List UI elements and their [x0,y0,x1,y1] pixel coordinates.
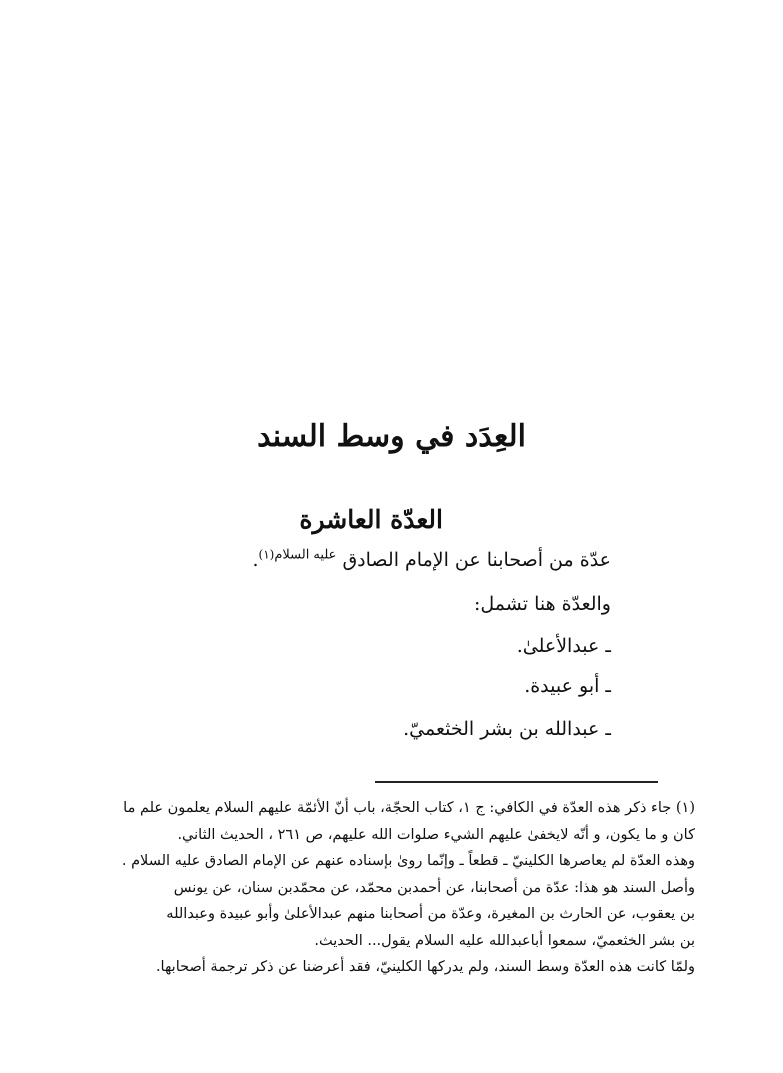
footnote-line-6: بن بشر الخثعميّ، سمعوا أباعبدالله عليه السلام يقول... الحديث. [314,932,695,949]
body-line-1-end: . [252,549,259,571]
list-item-abdullah-bin-bishr: ـ عبدالله بن بشر الخثعميّ. [403,718,611,740]
body-line-1 [252,544,611,576]
footnote-reference[interactable]: (١) [258,547,275,562]
footnote-line-1: (١) جاء ذكر هذه العدّة في الكافي: ج ١، كتاب الحجّة، باب أنّ الأئمّة عليهم السلام يعلمون علم ما [123,800,695,816]
chapter-title: العِدَد في وسط السند [257,419,526,454]
footnote-line-3: وهذه العدّة لم يعاصرها الكلينيّ ـ قطعاً ـ وإنّما روىٰ بإسناده عنهم عن الإمام الصادق عليه السلام . [121,853,695,869]
footnote-line-4: وأصل السند هو هذا: عدّة من أصحابنا، عن أحمدبن محمّد، عن محمّدبن سنان، عن يونس [173,879,695,896]
footnotes [95,795,695,981]
list-item-abu-ubayda: ـ أبو عبيدة. [524,675,611,697]
body-line-1-text: عدّة من أصحابنا عن الإمام الصادق [342,549,611,571]
footnote-divider [375,781,658,783]
body-line-2: والعدّة هنا تشمل: [474,593,611,615]
honorific-glyph: عليه السلام [274,547,337,563]
footnote-line-5: بن يعقوب، عن الحارث بن المغيرة، وعدّة من أصحابنا منهم عبدالأعلىٰ وأبو عبيدة وعبدالله [166,906,695,922]
footnote-line-2: كان و ما يكون، و أنّه لايخفىٰ عليهم الشيء صلوات الله عليهم، ص ٢٦١ ، الحديث الثاني. [177,826,695,843]
list-item-abdulala: ـ عبدالأعلىٰ. [516,635,611,657]
section-title: العدّة العاشرة [299,505,443,534]
footnote-line-7: ولمّا كانت هذه العدّة وسط السند، ولم يدركها الكلينيّ، فقد أعرضنا عن ذكر ترجمة أصحابها. [155,959,695,975]
